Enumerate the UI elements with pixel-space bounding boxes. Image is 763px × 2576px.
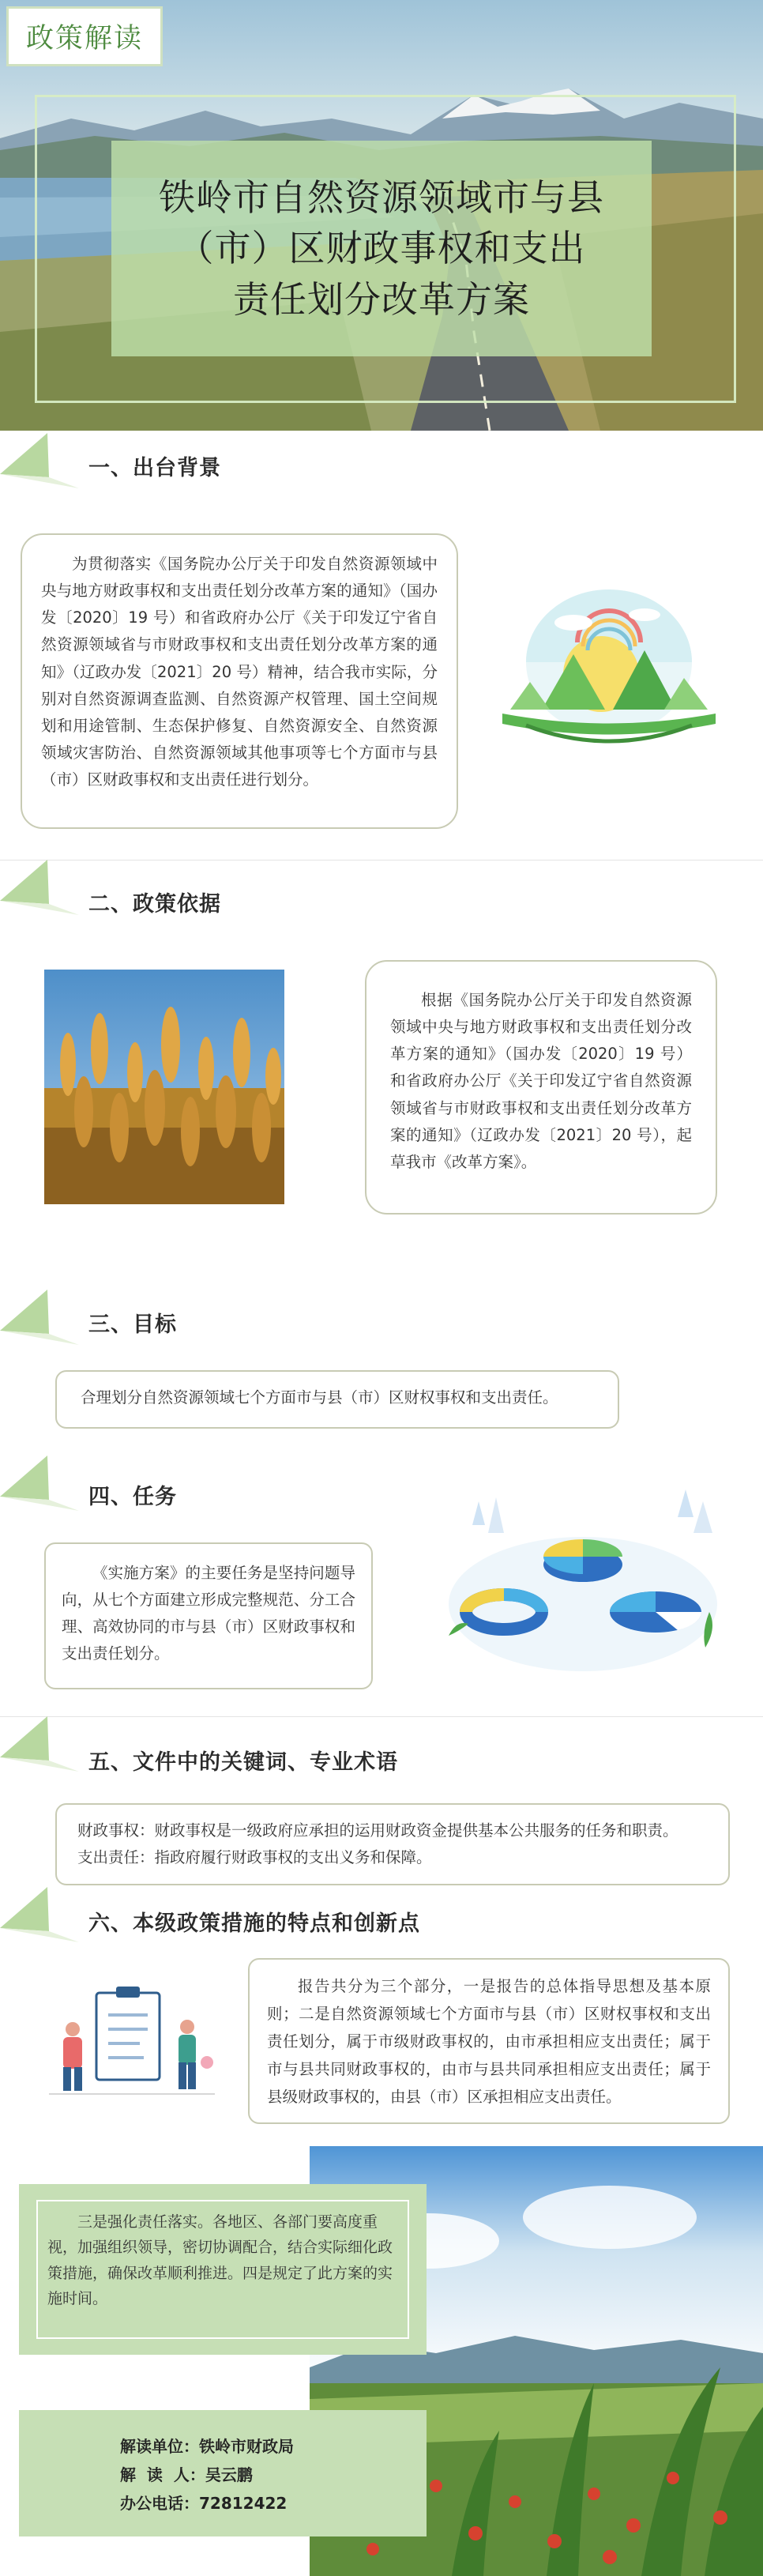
wheat-photo <box>44 970 284 1204</box>
contact-unit-value: 铁岭市财政局 <box>199 2437 294 2456</box>
data-charts-icon <box>441 1478 724 1683</box>
conclusion-panel <box>19 2184 427 2355</box>
section-header-features <box>0 1887 763 1950</box>
contact-unit-row <box>120 2432 294 2461</box>
conclusion-paragraph: 三是强化责任落实。各地区、各部门要高度重视，加强组织领导，密切协调配合，结合实际细化政策措施，确保改革顺利推进。四是规定了此方案的实施时间。 <box>47 2213 393 2307</box>
goal-text-box <box>55 1370 619 1429</box>
features-text-box <box>248 1958 730 2124</box>
contact-phone-row <box>120 2489 294 2518</box>
background-paragraph: 为贯彻落实《国务院办公厅关于印发自然资源领域中央与地方财政事权和支出责任划分改革方案的通知》（国办发〔2020〕19 号）和省政府办公厅《关于印发辽宁省自然资源领域省与市财政事权和支出责任划分改革方案的通知》（辽政办发〔2021〕20 号）精神，结合我市实际，分别对自然资源调查监测、自然资源产权管理、国土空间规划和用途管制、生态保护修复、自然资源安全、自然资源领域灾害防治、自然资源领域其他事项等七个方面市与县（市）区财政事权和支出责任进行划分。 <box>41 555 438 789</box>
section-header-background <box>0 433 763 496</box>
page-title <box>159 172 604 325</box>
goal-paragraph: 合理划分自然资源领域七个方面市与县（市）区财权事权和支出责任。 <box>81 1388 558 1407</box>
contact-person-row <box>120 2461 294 2489</box>
section-title: 四、任务 <box>88 1485 177 1509</box>
task-text-box <box>44 1542 373 1689</box>
triangle-icon <box>0 1456 87 1519</box>
section-title: 一、出台背景 <box>88 456 221 480</box>
section-header-terms <box>0 1716 763 1779</box>
section-divider <box>0 1716 763 1717</box>
section-title: 六、本级政策措施的特点和创新点 <box>88 1911 420 1936</box>
term-expenditure-responsibility: 支出责任：指政府履行财政事权的支出义务和保障。 <box>77 1848 432 1867</box>
section-title: 五、文件中的关键词、专业术语 <box>88 1750 398 1775</box>
contact-info <box>120 2432 294 2518</box>
contact-person-value: 吴云鹏 <box>205 2465 253 2484</box>
features-paragraph: 报告共分为三个部分，一是报告的总体指导思想及基本原则；二是自然资源领域七个方面市与县（市）区财权事权和支出责任划分，属于市级财政事权的，由市承担相应支出责任；属于市与县共同财政事权的，由市与县共同承担相应支出责任；属于县级财政事权的，由县（市）区承担相应支出责任。 <box>267 1977 711 2107</box>
section-title: 二、政策依据 <box>88 892 221 917</box>
section-header-goal <box>0 1290 763 1353</box>
contact-phone-value: 72812422 <box>199 2494 288 2513</box>
term-fiscal-authority: 财政事权：财政事权是一级政府应承担的运用财政资金提供基本公共服务的任务和职责。 <box>77 1821 678 1840</box>
basis-paragraph: 根据《国务院办公厅关于印发自然资源领域中央与地方财政事权和支出责任划分改革方案的通知》（国办发〔2020〕19 号）和省政府办公厅《关于印发辽宁省自然资源领域省与市财政事权和支出责任划分改革方案的通知》（辽政办发〔2021〕20 号），起草我市《改革方案》。 <box>390 991 692 1171</box>
section-divider <box>0 860 763 861</box>
title-line-3: 责任划分改革方案 <box>233 277 530 321</box>
title-line-2: （市）区财政事权和支出 <box>177 227 586 270</box>
triangle-icon <box>0 860 87 923</box>
section-header-basis <box>0 860 763 923</box>
background-text-box <box>21 533 458 829</box>
contact-phone-label: 办公电话： <box>120 2494 199 2513</box>
contact-panel <box>19 2410 427 2536</box>
contact-person-label: 解 读 人： <box>120 2465 205 2484</box>
triangle-icon <box>0 1887 87 1950</box>
category-tag-label: 政策解读 <box>25 23 143 55</box>
title-line-1: 铁岭市自然资源领域市与县 <box>159 175 604 219</box>
triangle-icon <box>0 433 87 496</box>
triangle-icon <box>0 1290 87 1353</box>
hero-banner <box>0 0 763 431</box>
triangle-icon <box>0 1716 87 1779</box>
business-people-icon <box>49 1983 215 2102</box>
task-paragraph: 《实施方案》的主要任务是坚持问题导向，从七个方面建立形成完整规范、分工合理、高效协同的市与县（市）区财政事权和支出责任划分。 <box>62 1564 355 1663</box>
contact-unit-label: 解读单位： <box>120 2437 199 2456</box>
section-title: 三、目标 <box>88 1312 177 1337</box>
nature-book-icon <box>494 575 724 757</box>
basis-text-box <box>365 960 717 1215</box>
title-panel <box>111 141 652 356</box>
category-tag <box>6 6 163 66</box>
terms-text-box <box>55 1803 730 1885</box>
